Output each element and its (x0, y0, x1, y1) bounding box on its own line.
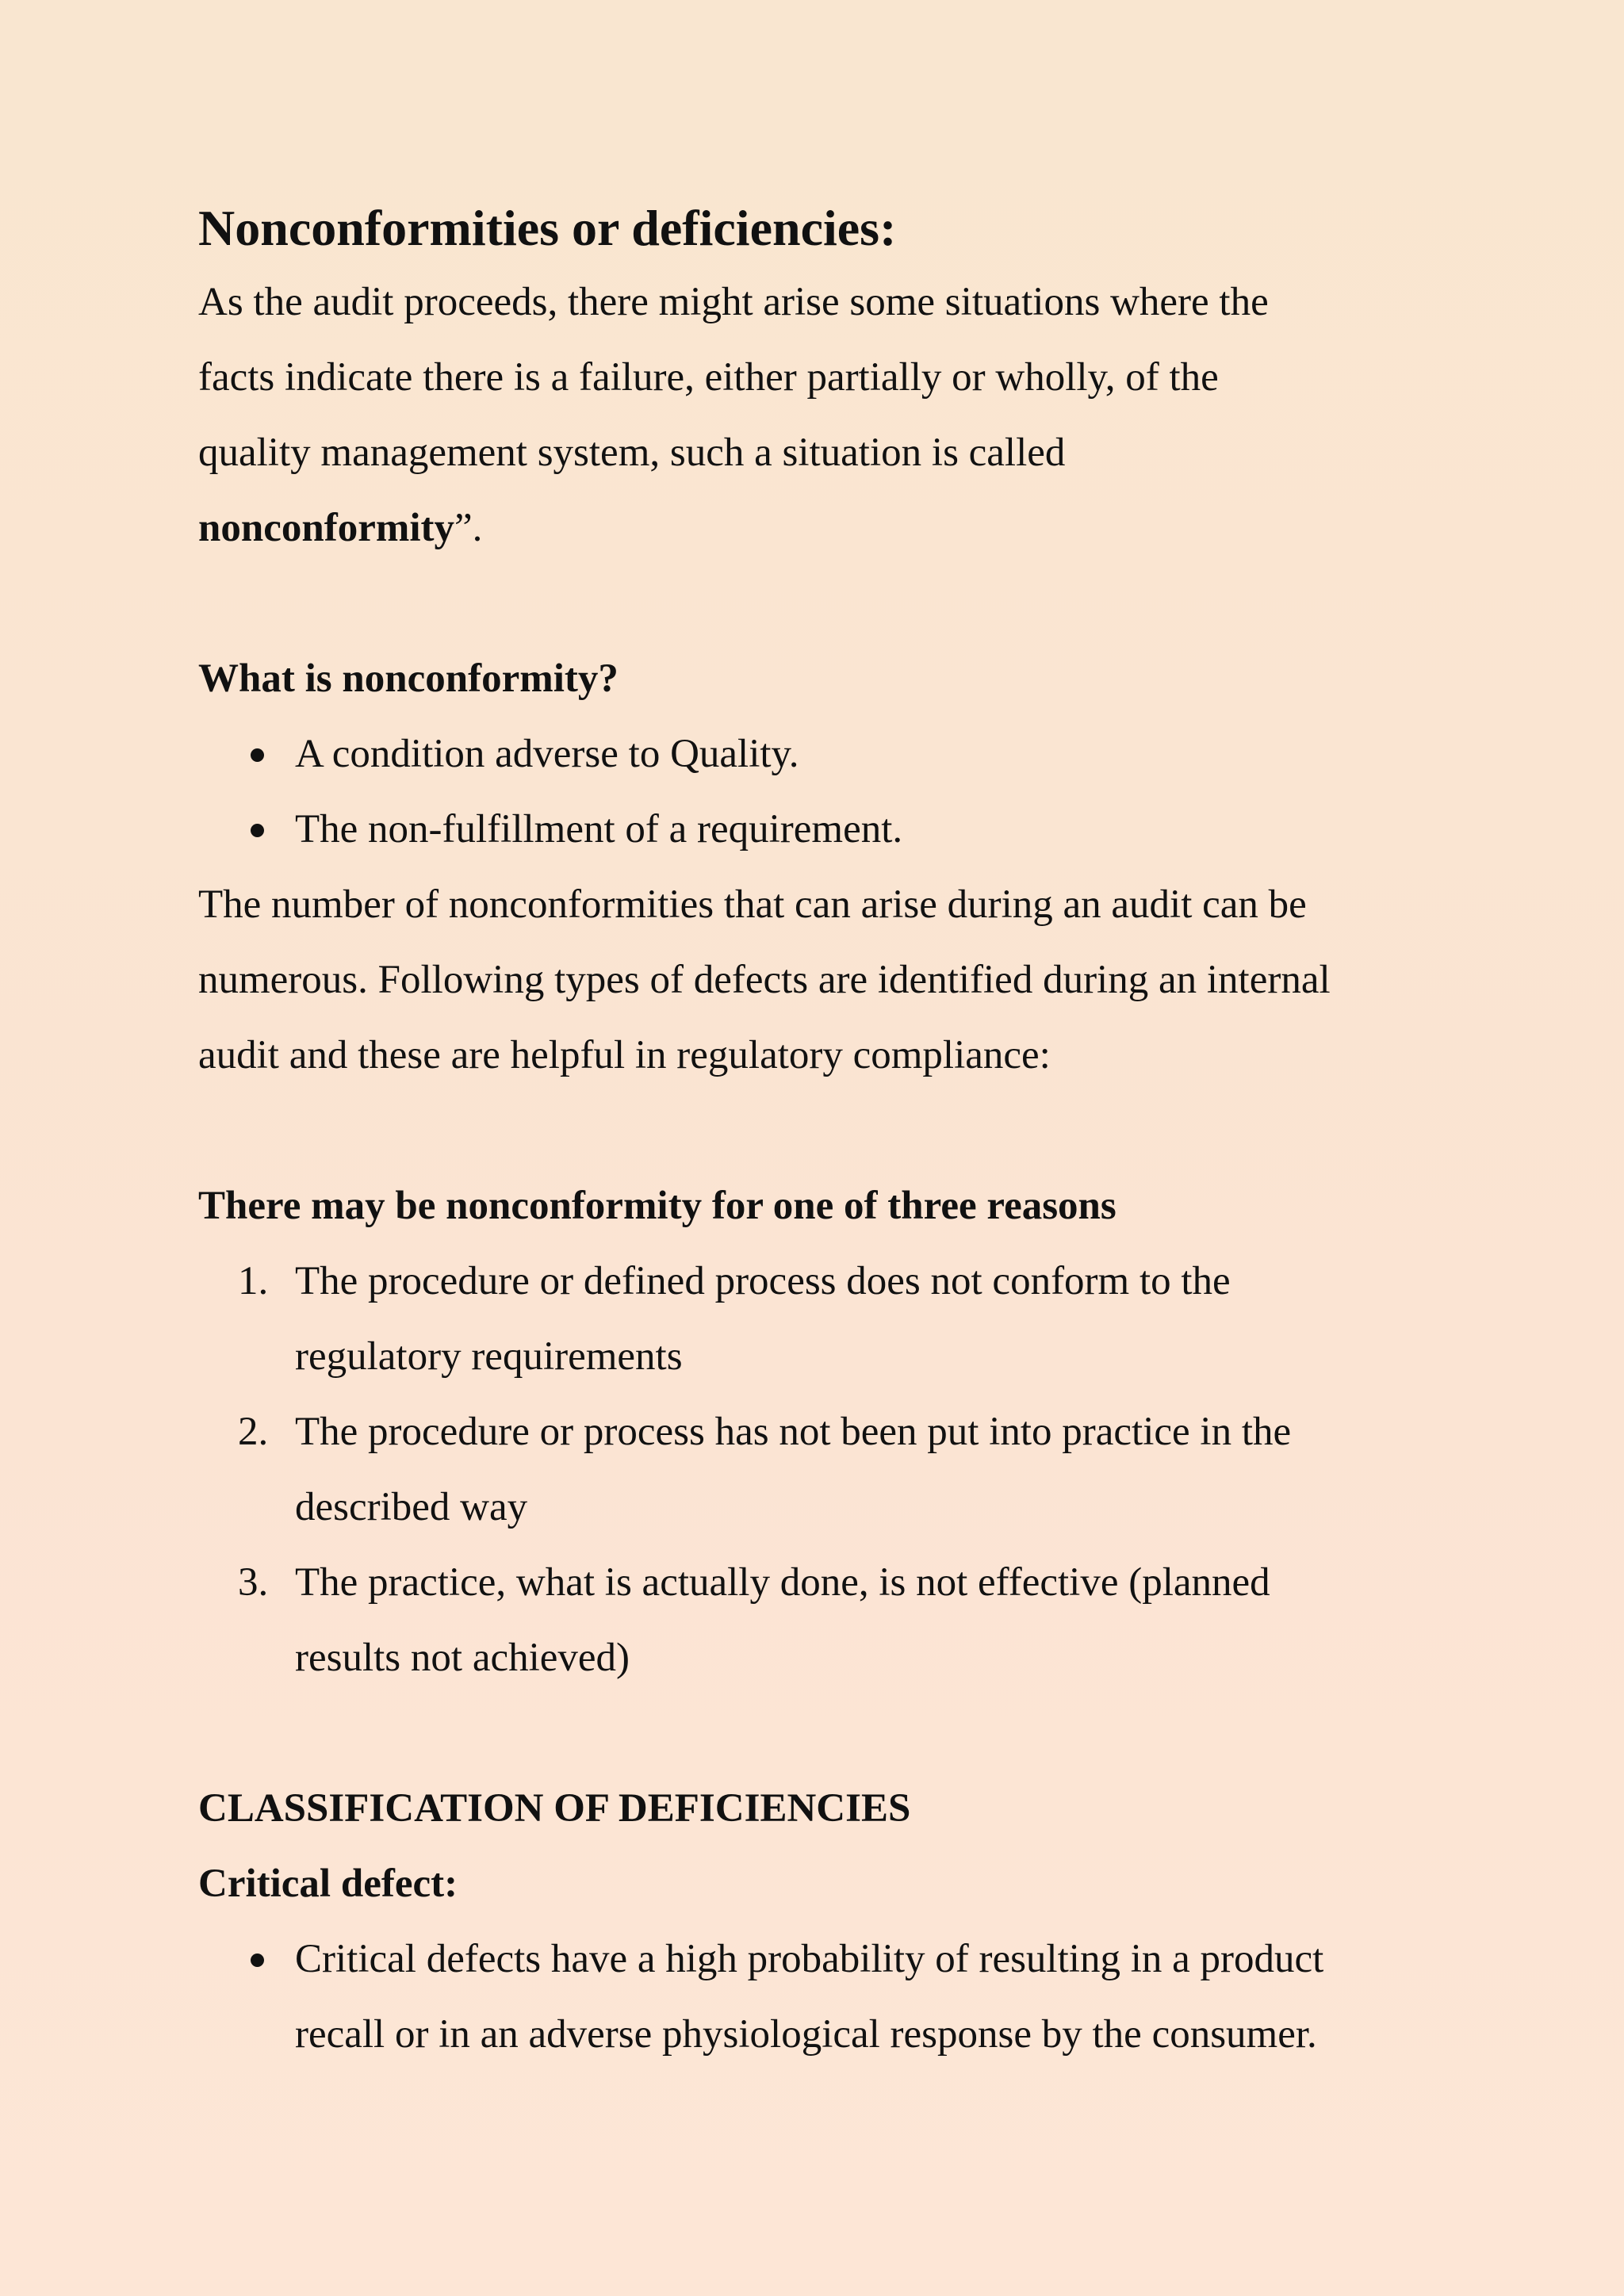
bold-term: nonconformity (198, 506, 454, 550)
what-is-section (198, 641, 1497, 867)
bullet-list (198, 1922, 1497, 2072)
bullet-icon (251, 748, 264, 762)
list-number: 3. (238, 1560, 269, 1605)
section-heading: CLASSIFICATION OF DEFICIENCIES (198, 1786, 911, 1831)
spacer (198, 1093, 1497, 1169)
list-item (198, 1545, 1497, 1696)
list-item-text: The non-fulfillment of a requirement. (295, 807, 903, 851)
page-title: Nonconformities or deficiencies: (198, 200, 897, 256)
list-item-text: Critical defects have a high probability of resulting in a product (295, 1937, 1324, 1981)
number-paragraph (198, 867, 1497, 1093)
bullet-icon (251, 824, 264, 837)
spacer (198, 566, 1497, 641)
list-item-text: regulatory requirements (295, 1334, 683, 1379)
paragraph-line: The number of nonconformities that can arise during an audit can be (198, 882, 1307, 927)
bullet-icon (251, 1954, 264, 1967)
intro-line: As the audit proceeds, there might arise some situations where the (198, 280, 1269, 324)
list-item-text: The practice, what is actually done, is not effective (planned (295, 1560, 1270, 1605)
bullet-list (198, 717, 1497, 867)
list-number: 2. (238, 1410, 269, 1454)
intro-tail: ”. (454, 506, 483, 550)
list-item-text: The procedure or process has not been put into practice in the (295, 1410, 1292, 1454)
intro-line: facts indicate there is a failure, either partially or wholly, of the (198, 355, 1219, 400)
list-item-text: described way (295, 1485, 528, 1529)
intro-line (198, 491, 1497, 566)
list-item-text: results not achieved) (295, 1636, 630, 1680)
intro-paragraph (198, 265, 1497, 566)
section-heading: What is nonconformity? (198, 656, 619, 701)
list-item-text: A condition adverse to Quality. (295, 732, 799, 776)
subsection-heading: Critical defect: (198, 1862, 458, 1906)
paragraph-line: numerous. Following types of defects are identified during an internal (198, 958, 1331, 1002)
list-number: 1. (238, 1259, 269, 1303)
paragraph-line: audit and these are helpful in regulatory compliance: (198, 1033, 1051, 1077)
classification-section (198, 1771, 1497, 2072)
spacer (198, 1696, 1497, 1771)
list-item (198, 792, 1497, 867)
reasons-section (198, 1169, 1497, 1696)
list-item (198, 1244, 1497, 1395)
intro-line: quality management system, such a situation is called (198, 430, 1066, 475)
section-heading: There may be nonconformity for one of three reasons (198, 1184, 1116, 1228)
list-item-text: recall or in an adverse physiological response by the consumer. (295, 2012, 1317, 2057)
list-item (198, 717, 1497, 792)
list-item-text: The procedure or defined process does not conform to the (295, 1259, 1231, 1303)
numbered-list (198, 1244, 1497, 1696)
list-item (198, 1395, 1497, 1545)
list-item (198, 1922, 1497, 2072)
